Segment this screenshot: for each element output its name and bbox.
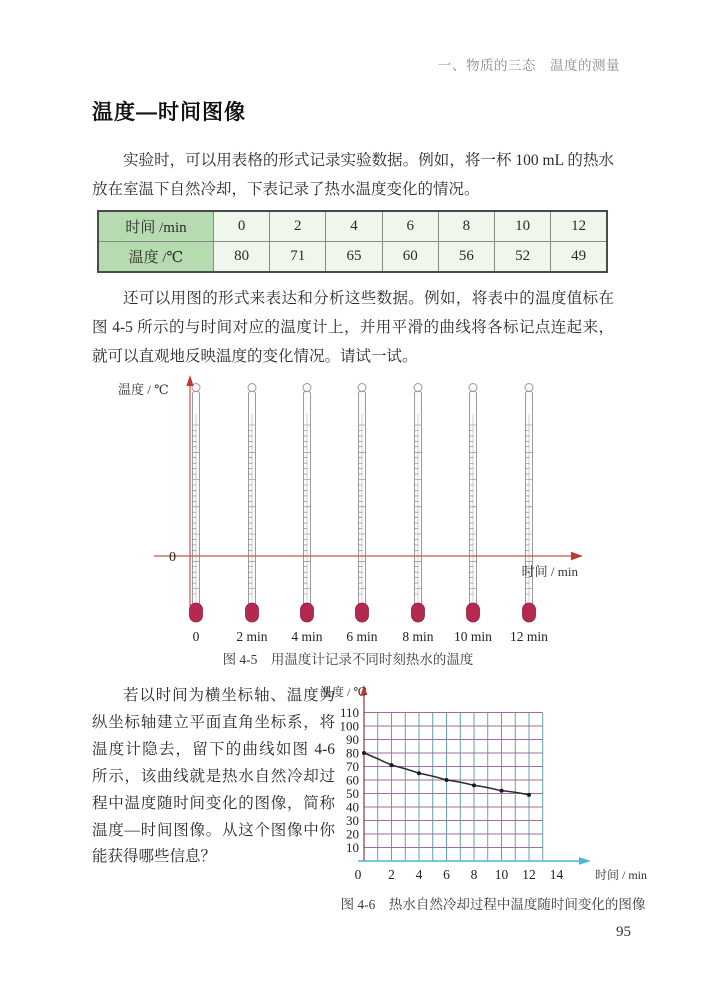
origin-label: 0 <box>169 550 176 565</box>
x-tick-label: 10 <box>494 867 509 882</box>
thermometer-bulb <box>467 603 480 622</box>
thermometer-time-label: 2 min <box>236 629 268 644</box>
x-tick-label: 2 <box>388 867 395 882</box>
data-point <box>417 771 421 775</box>
thermometer-bulb <box>412 603 425 622</box>
thermometer-time-label: 10 min <box>454 629 492 644</box>
thermometer-capillary <box>306 414 307 602</box>
y-tick-label: 10 <box>346 840 359 855</box>
thermometer-capillary <box>417 414 418 602</box>
thermometer-capillary <box>195 414 196 602</box>
data-cell: 10 <box>495 211 551 242</box>
table-row <box>98 211 607 242</box>
thermometer-time-label: 4 min <box>291 629 323 644</box>
data-point <box>500 789 504 793</box>
y-tick-label: 30 <box>346 813 359 828</box>
thermometer-bulb <box>246 603 259 622</box>
thermometer-ring <box>358 384 366 392</box>
temperature-data-table <box>97 210 608 273</box>
x-axis-label: 时间 / min <box>521 564 578 579</box>
data-cell: 12 <box>551 211 607 242</box>
figure-4-6-caption: 图 4-6 热水自然冷却过程中温度随时间变化的图像 <box>340 897 646 912</box>
table-row <box>98 242 607 273</box>
y-axis-arrow-icon <box>186 375 193 386</box>
thermometer-bulb <box>190 603 203 622</box>
x-tick-label: 4 <box>415 867 423 882</box>
figure-4-5-caption: 图 4-5 用温度计记录不同时刻热水的温度 <box>222 652 474 667</box>
y-tick-label: 100 <box>339 718 359 734</box>
thermometer <box>523 384 536 623</box>
data-cell: 4 <box>326 211 382 242</box>
x-axis-arrow-icon <box>579 857 591 865</box>
data-cell: 60 <box>382 242 438 273</box>
y-tick-label: 60 <box>346 772 359 788</box>
x-tick-label: 12 <box>522 867 536 882</box>
data-point <box>472 783 476 787</box>
thermometer-ring <box>192 384 200 392</box>
x-tick-label: 14 <box>549 867 564 882</box>
y-tick-label: 20 <box>346 826 359 842</box>
x-tick-label: 0 <box>354 867 362 882</box>
data-point <box>527 793 531 797</box>
figure-4-5-thermometers <box>88 374 608 648</box>
row-header-cell: 时间 /min <box>98 211 214 242</box>
thermometer-ring <box>248 384 256 392</box>
thermometer-ring <box>469 384 477 392</box>
row-header-cell: 温度 /℃ <box>98 242 214 273</box>
data-cell: 0 <box>214 211 270 242</box>
paragraph-coordinate-system: 若以时间为横坐标轴、温度为纵坐标轴建立平面直角坐标系，将温度计隐去，留下的曲线如图 4-6 所示，该曲线就是热水自然冷却过程中温度随时间变化的图像，简称温度—时间图像。从这个图像中你能获得哪些信息？ <box>92 687 335 866</box>
thermometer-capillary <box>251 414 252 602</box>
data-cell: 71 <box>270 242 326 273</box>
x-tick-label: 6 <box>443 867 450 882</box>
running-header: 一、物质的三态 温度的测量 <box>438 58 620 73</box>
table-body <box>98 211 607 272</box>
thermometer <box>467 384 480 623</box>
x-axis-arrow-icon <box>571 552 583 560</box>
thermometer-ring <box>303 384 311 392</box>
y-tick-label: 80 <box>346 745 359 761</box>
x-axis-label: 时间 / min <box>595 868 648 882</box>
data-point <box>362 751 366 755</box>
data-cell: 52 <box>495 242 551 273</box>
thermometer <box>301 384 314 623</box>
thermometer-ring <box>525 384 533 392</box>
data-cell: 65 <box>326 242 382 273</box>
thermometer-time-label: 8 min <box>402 629 434 644</box>
grid <box>364 713 543 862</box>
y-tick-label: 40 <box>346 799 359 815</box>
paragraph-graph-method: 还可以用图的形式来表达和分析这些数据。例如，将表中的温度值标在图 4-5 所示的与时间对应的温度计上，并用平滑的曲线将各标记点连起来，就可以直观地反映温度的变化情况。请试一试。 <box>92 290 614 365</box>
page-number: 95 <box>616 924 631 940</box>
thermometer-capillary <box>361 414 362 602</box>
x-tick-label: 8 <box>470 867 478 882</box>
y-axis-label: 温度 / ℃ <box>118 382 169 397</box>
figure-4-6-chart <box>318 680 658 893</box>
data-cell: 8 <box>438 211 494 242</box>
data-point <box>445 778 449 782</box>
y-tick-label: 90 <box>346 732 359 747</box>
thermometer-time-label: 0 <box>192 629 200 644</box>
thermometer-bulb <box>356 603 369 622</box>
thermometer-bulb <box>301 603 314 622</box>
thermometer <box>190 384 203 623</box>
data-point <box>390 763 394 767</box>
y-tick-label: 110 <box>339 705 359 720</box>
thermometer-bulb <box>523 603 536 622</box>
thermometer <box>246 384 259 623</box>
thermometer-time-label: 6 min <box>346 629 378 644</box>
thermometer-time-label: 12 min <box>510 629 548 644</box>
y-tick-label: 50 <box>346 786 359 801</box>
data-cell: 2 <box>270 211 326 242</box>
y-tick-label: 70 <box>346 759 359 774</box>
thermometer <box>412 384 425 623</box>
thermometer-capillary <box>472 414 473 602</box>
page-title: 温度—时间图像 <box>92 101 246 124</box>
y-axis-label: 温度 / ℃ <box>320 685 367 699</box>
paragraph-intro: 实验时，可以用表格的形式记录实验数据。例如，将一杯 100 mL 的热水放在室温下自然冷却，下表记录了热水温度变化的情况。 <box>92 152 614 198</box>
thermometer <box>356 384 369 623</box>
thermometer-ring <box>414 384 422 392</box>
data-cell: 49 <box>551 242 607 273</box>
data-cell: 6 <box>382 211 438 242</box>
data-cell: 56 <box>438 242 494 273</box>
data-cell: 80 <box>214 242 270 273</box>
